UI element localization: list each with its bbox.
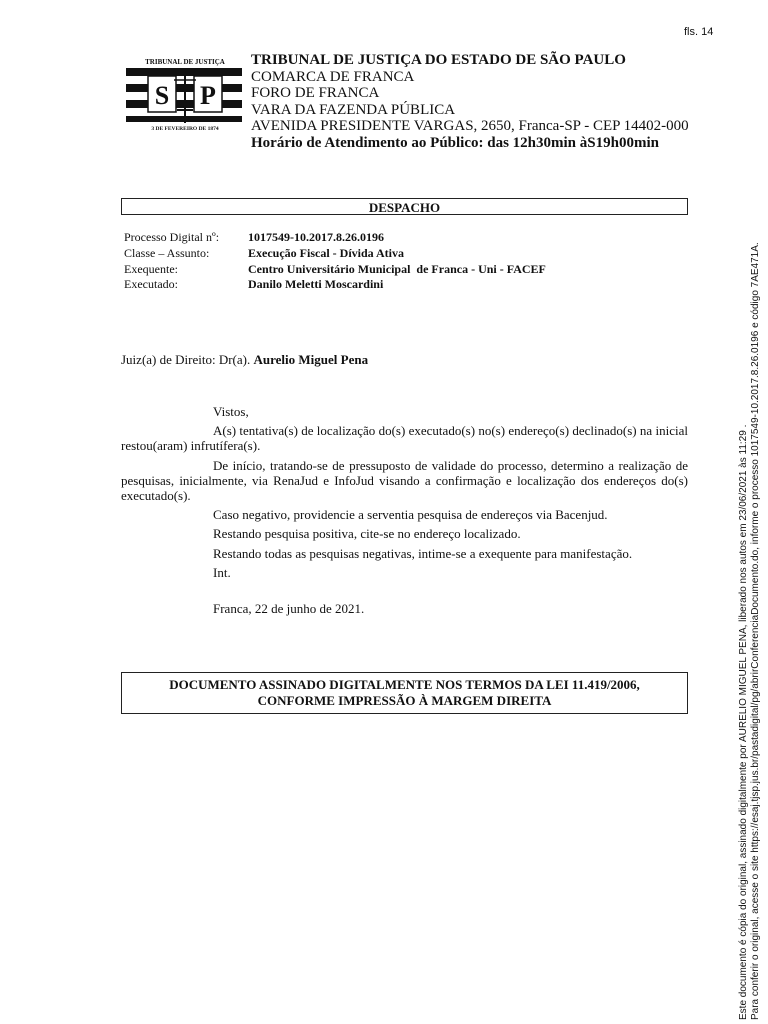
process-label: Processo Digital nº:	[124, 230, 220, 244]
process-value: Danilo Meletti Moscardini	[248, 277, 384, 292]
digital-signature-notice	[121, 672, 688, 714]
judge-prefix: Juiz(a) de Direito: Dr(a).	[121, 352, 251, 367]
paragraph-bacenjud: Caso negativo, providencie a serventia pesquisa de endereços via Bacenjud.	[213, 507, 608, 523]
process-row	[124, 262, 546, 278]
svg-text:S: S	[154, 81, 170, 110]
margin-line-1: Este documento é cópia do original, assinado digitalmente por AURELIO MIGUEL PENA, liberado nos autos em 23/06/2021 às 11:29 .	[738, 424, 749, 1020]
paragraph-negative: Restando todas as pesquisas negativas, intime-se a exequente para manifestação.	[213, 545, 633, 561]
paragraph-vistos: Vistos,	[213, 404, 249, 419]
court-name: TRIBUNAL DE JUSTIÇA DO ESTADO DE SÃO PAULO	[251, 52, 626, 68]
court-seal-logo	[122, 46, 246, 134]
comarca: COMARCA DE FRANCA	[251, 68, 415, 85]
vara: VARA DA FAZENDA PÚBLICA	[251, 101, 456, 118]
judge-name: Aurelio Miguel Pena	[253, 352, 369, 367]
page-number: fls. 14	[684, 26, 714, 38]
process-value: Execução Fiscal - Dívida Ativa	[248, 245, 404, 260]
margin-signature-stamp	[738, 160, 762, 1020]
service-hours: Horário de Atendimento ao Público: das 12h30min àS19h00min	[251, 134, 659, 151]
process-row	[124, 246, 546, 262]
signature-line-1: DOCUMENTO ASSINADO DIGITALMENTE NOS TERMOS DA LEI 11.419/2006,	[169, 677, 640, 692]
address: AVENIDA PRESIDENTE VARGAS, 2650, Franca-SP - CEP 14402-000	[251, 118, 689, 135]
paragraph-positive: Restando pesquisa positiva, cite-se no endereço localizado.	[213, 526, 521, 542]
paragraph-attempts: A(s) tentativa(s) de localização do(s) executado(s) no(s) endereço(s) declinado(s) na inicial restou(aram) infrutífera(s).	[121, 423, 688, 454]
paragraph-int: Int.	[213, 564, 231, 580]
margin-line-2: Para conferir o original, acesse o site https://esaj.tjsp.jus.br/pastadigital/pg/abrirConferenciaDocumento.do, informe o processo 1017549-10.2017.8.26.0196 e código 7AE471A.	[750, 242, 761, 1020]
decision-body	[121, 404, 688, 620]
judge-line	[121, 352, 368, 368]
court-header	[251, 52, 689, 152]
date-line: Franca, 22 de junho de 2021.	[213, 601, 365, 617]
foro: FORO DE FRANCA	[251, 85, 380, 102]
paragraph-searches: De início, tratando-se de pressuposto de validade do processo, determino a realização de pesquisas, inicialmente, via RenaJud e InfoJud visando a confirmação e localização dos endereços do(s) executado(s).	[121, 457, 688, 504]
process-label: Classe – Assunto:	[124, 245, 210, 260]
process-value: 1017549-10.2017.8.26.0196	[248, 230, 384, 244]
svg-text:TRIBUNAL DE JUSTIÇA: TRIBUNAL DE JUSTIÇA	[145, 58, 225, 66]
process-row	[124, 277, 546, 293]
process-row	[124, 230, 546, 246]
process-info	[124, 230, 546, 293]
process-value: Centro Universitário Municipal de Franca - Uni - FACEF	[248, 261, 546, 276]
process-label: Executado:	[124, 277, 178, 292]
process-label: Exequente:	[124, 261, 178, 276]
svg-text:P: P	[200, 81, 216, 110]
signature-line-2: CONFORME IMPRESSÃO À MARGEM DIREITA	[257, 693, 552, 708]
svg-text:3 DE FEVEREIRO DE 1874: 3 DE FEVEREIRO DE 1874	[151, 126, 219, 132]
document-type-title: DESPACHO	[121, 198, 688, 215]
